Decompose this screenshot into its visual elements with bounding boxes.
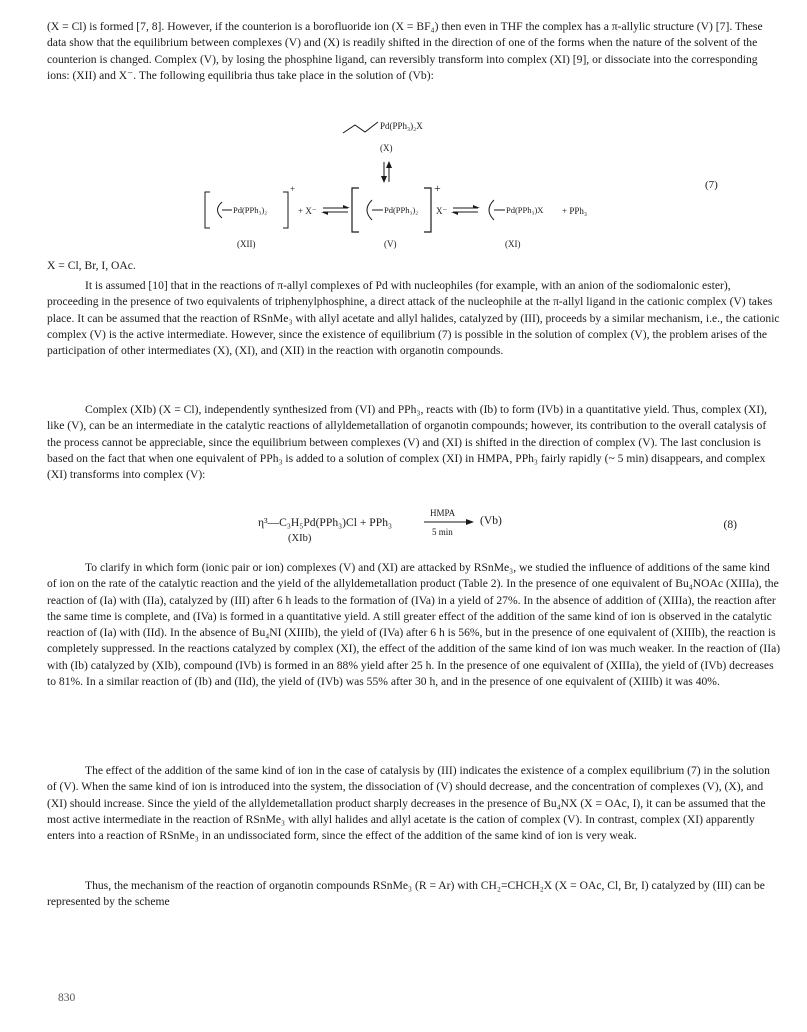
v-charge: +: [434, 181, 441, 195]
v-bracket-right: [424, 188, 431, 232]
eq-arrow-1-top-head: [343, 205, 350, 208]
xii-label: (XII): [237, 239, 256, 249]
up-arrow-head: [386, 161, 392, 168]
paragraph-1: (X = Cl) is formed [7, 8]. However, if the counterion is a borofluoride ion (X = BF₄) then even in THF the complex has a π-allylic structure (V) [7]. These data show that the equilibrium between complexes (V) and (X) is readily shifted in the direction of one of the forms when the nature of the solvent of the counterion is changed. Complex (V), by losing the phosphine ligand, can reversibly transform into complex (XI) [9], or dissociate into the corresponding ions: (XII) and X⁻. The following equilibria thus take place in the solution of (Vb):: [47, 20, 763, 82]
xi-pi-allyl: [489, 200, 494, 220]
v-pi-allyl: [367, 200, 372, 220]
paragraph-6: Thus, the mechanism of the reaction of organotin compounds RSnMe₃ (R = Ar) with CH₂=CHCH₂X (X = OAc, Cl, Br, I) catalyzed by (III) can be represented by the scheme: [47, 879, 765, 909]
x-definition: X = Cl, Br, I, OAc.: [47, 259, 136, 272]
eq7-number: (7): [705, 179, 718, 191]
xii-plus-x: + X⁻: [298, 206, 317, 216]
eq8-left: η³—C₃H₅Pd(PPh₃)Cl + PPh₃: [258, 516, 393, 529]
eq8-left-label: (XIb): [288, 533, 312, 544]
x-formula: Pd(PPh₃)₂X: [380, 121, 423, 131]
v-formula: Pd(PPh₃)₂: [384, 205, 419, 215]
allyl-chain-x: [343, 122, 378, 133]
paragraph-2: It is assumed [10] that in the reactions of π-allyl complexes of Pd with nucleophiles (for example, with an anion of the sodiomalonic ester), proceeding in the presence of two equivalents of triphenylphosphine, a direct attack of the nucleophile at the π-allyl ligand in the cationic complex (V) takes place. It can be assumed that the reaction of RSnMe₃ with allyl acetate and allyl halides, catalyzed by (III), proceeds by a similar mechanism, i.e., the cationic complex (V) is the active intermediate. However, since the existence of equilibrium (7) is possible in the solution of complex (V), the problem arises of the participation of other intermediates (X), (XI), and (XII) in the reaction with organotin compounds.: [47, 279, 780, 358]
eq8-number: (8): [723, 518, 737, 531]
x-label: (X): [380, 143, 393, 153]
eq8-right: (Vb): [480, 514, 502, 527]
v-bracket-left: [352, 188, 359, 232]
xii-pi-allyl: [218, 202, 223, 218]
eq-arrow-2-bottom-head: [451, 212, 458, 215]
xi-label: (XI): [505, 239, 521, 249]
xi-plus-pph3: + PPh₃: [562, 206, 587, 216]
down-arrow-head: [381, 176, 387, 183]
xii-bracket-left: [205, 192, 210, 228]
paragraph-4: To clarify in which form (ionic pair or ion) complexes (V) and (XI) are attacked by RSnMe₃, we studied the influence of additions of the same kind of ion on the rate of the catalytic reaction and the yield of the allyldemetallation product (Table 2). In the presence of one equivalent of Bu₄NOAc (XIIIa), the reaction of (Ia) with (IIa), catalyzed by (III) after 6 h leads to the formation of (IVa) in a yield of 27%. In the absence of addition of (XIIIa), the reaction after the same time is complete, and (IVa) is formed in a quantitative yield. A still greater effect of the addition of the same kind of ion is observed in the catalytic reaction of (Ia) with (IId). In the absence of Bu₄NI (XIIIb), the yield of (IVa) after 6 h is 56%, but in the presence of one equivalent of (XIIIb), the reaction is completely suppressed. In the reactions catalyzed by complex (XI), the effect of the addition of the same kind of ion was much weaker. In the reaction of (IIa) with (Ib) catalyzed by (XIb), compound (IVb) is formed in an 88% yield after 25 h. In the presence of one equivalent of (XIIIa), the yield of (IVb) decreases to 81%. In a similar reaction of (Ib) and (IId), the yield of (IVb) was 55% after 30 h, and in the presence of one equivalent of (XIIIb) it was 40%.: [47, 561, 781, 689]
v-label: (V): [384, 239, 397, 249]
v-counter-ion: X⁻: [436, 206, 448, 216]
equilibrium-scheme-7: [0, 108, 807, 258]
eq-arrow-2-top-head: [473, 205, 480, 208]
paragraph-3: Complex (XIb) (X = Cl), independently synthesized from (VI) and PPh₃, reacts with (Ib) to form (IVb) in a quantitative yield. Thus, complex (XI), like (V), can be an intermediate in the catalytic reactions of allyldemetallation of organotin compounds; however, its contribution to the overall catalysis of the process cannot be appreciable, since the equilibrium between complexes (V) and (XI) is shifted in the direction of complex (V). The last conclusion is based on the fact that when one equivalent of PPh₃ is added to a solution of complex (XI) in HMPA, PPh₃ fairly rapidly (~ 5 min) disappears, and complex (XI) transforms into complex (V):: [47, 403, 767, 482]
page-number: 830: [58, 992, 76, 1004]
eq-arrow-1-bottom-head: [321, 212, 328, 215]
xii-bracket-right: [283, 192, 288, 228]
xi-formula: Pd(PPh₃)X: [506, 205, 544, 215]
xii-charge: +: [290, 184, 296, 194]
eq8-solvent: HMPA: [430, 508, 456, 518]
eq8-arrow: [424, 517, 476, 527]
xii-formula: Pd(PPh₃)₂: [233, 205, 268, 215]
eq8-time: 5 min: [432, 527, 453, 537]
paragraph-5: The effect of the addition of the same kind of ion in the case of catalysis by (III) indicates the existence of a complex equilibrium (7) in the solution of (V). When the same kind of ion is introduced into the system, the dissociation of (V) should decrease, and the concentration of complexes (V), (X), and (XI) should increase. Since the yield of the allyldemetallation product sharply decreases in the presence of Bu₄NX (X = OAc, I), it can be assumed that the most active intermediate in the reaction of RSnMe₃ with allyl halides and allyl acetate is the cation of complex (V). In contrast, complex (XI) apparently enters into a reaction of RSnMe₃ in an undissociated form, since the effect of the addition of the same kind of ion is very weak.: [47, 764, 770, 843]
